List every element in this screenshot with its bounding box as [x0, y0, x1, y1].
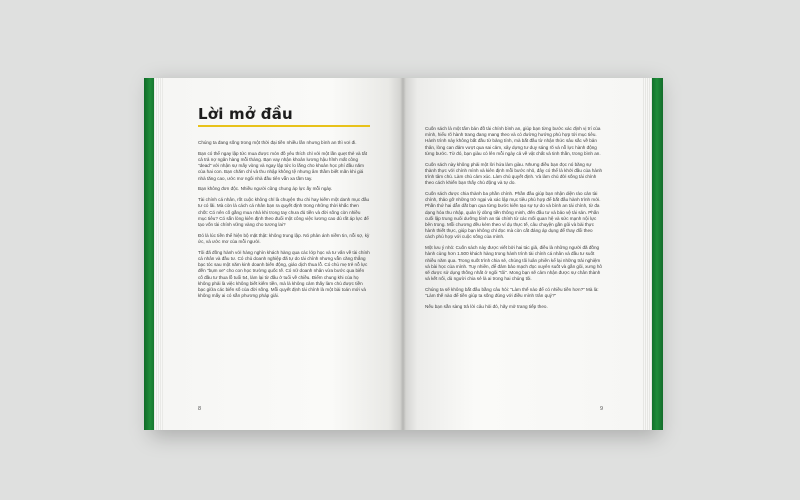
paragraph: Đó là lúc tiền thể hiện bộ mặt thật: không trung lập. Nó phản ánh niềm tin, nỗi sợ, kỳ ức, và ước mơ của mỗi người.	[198, 232, 370, 245]
paragraph: Tôi đã đồng hành với hàng nghìn khách hàng qua các lớp học và tư vấn về tài chính cá nhân và đầu tư. Có chủ doanh nghiệp đã tự do tài chính nhưng vẫn căng thẳng bạc tóc sau một năm kinh doanh biến động, giáo dịch thua lỗ. Có chú mẹ trẻ nỗ lực đến "bụm xe" cho con học trường quốc tế. Có nữ doanh nhân vừa bước qua biến cố đầu tư thua lỗ tuổi 54, làm lại từ đầu ở tuổi về chiều. Điểm chung khi của họ không phải là việc không biết kiếm tiền, mà là không cảm thấy làm chủ được tiền bạc giữa các biến số của đời sống. Mỗi quyết định tài chính là một bài toán mới và không mấy ai có sẵn phương pháp giải.	[198, 249, 370, 299]
paragraph: Bạn không đơn độc. Nhiều người cũng chung áp lực ấy mỗi ngày.	[198, 186, 333, 192]
right-page	[403, 78, 643, 430]
chapter-title: Lời mở đầu	[198, 105, 293, 123]
paragraph: Cuốn sách được chia thành ba phần chính. Phần đầu giúp bạn nhận diện rào cản tài chính, thảo gỡ những trở ngại và xác lập mục tiêu phù hợp để bắt đầu hành trình mới. Phần thứ hai dẫn dắt bạn qua từng bước kiến tạo sự tự do và bình an tài chính, từ đa dạng hóa thu nhập, quản lý dòng tiền thông minh, đến đầu tư và bảo vệ tài sản. Phần cuối lập trung nuôi dưỡng bình an tài chính từ các mối quan hệ và sức mạnh nội lực bên trong. Mỗi chương đều kèm theo ví dụ thực tế, câu chuyện gần gũi và bài thực hành thiết thực, giúp bạn không chỉ đọc mà còn cất đáng áp dụng để thay đổi theo cách phù hợp với cuộc sống của mình.	[425, 191, 601, 240]
paragraph: Chúng ta sẽ không bắt đầu bằng câu hỏi: "Làm thế nào để có nhiều tiền hơn?" Mà là: "Làm thế nào để tiền giúp ta sống đúng với điều mình trân quý?"	[425, 287, 599, 299]
paragraph: Cuốn sách là một tấm bản đồ tài chính bình an, giúp bạn từng bước xác định vị trí của mình, hiểu rõ hành trang đang mang theo và có đường hướng phù hợp tới mục tiêu. Hành trình này không bắt đầu từ bảng tính, mà bắt đầu từ nhận thức sâu sắc về bản thân, lòng can đảm vượt qua sai cảm, xây dựng tư duy sáng rõ và nỗ lực hành động từng bước. Từ đó, bạn giàu có lên mỗi ngày cả về vật chất và tinh thần, trong bình an.	[425, 126, 601, 156]
cover-edge-right	[651, 78, 663, 430]
page-stack-right	[642, 78, 652, 430]
page-number-right: 9	[599, 406, 603, 412]
paragraph: Nếu bạn sẵn sàng trả lời câu hỏi đó, hãy mở trang tiếp theo.	[425, 304, 548, 310]
paragraph: Bạn có thể ngay lập tức mua được món đồ yêu thích chỉ với một lần quẹt thẻ và tất cả trả nợ ngân hàng mỗi tháng. Bạn vay nhận khoản lương hậu hĩnh mất công "dead" với nhận sự mấy vòng và ngay lập tức lo lắng cho khoản học phí đầu năm của hai con. Bạn chăm chỉ và thu nhập không tệ nhưng âm thầm biết mãn khi giá nhà tăng cao, ước mơ ngôi nhà đầu tiên vẫn xa tầm tay.	[198, 150, 367, 181]
title-underline	[198, 125, 370, 127]
book-gutter	[400, 78, 406, 430]
paragraph: Tài chính cá nhân, rốt cuộc không chỉ là chuyện thu chi hay kiếm một danh mục đầu tư có lãi. Mà còn là cách cá nhân bạn ra quyết định trong những thời khắc then chốt: Có nên cố gắng mua nhà khi trong tay chưa đủ tiền và đời sống còn nhiều mục tiêu? Có sẵn lòng kiên định theo đuổi một công việc lương cao dù rất áp lực để tạo vốn tài chính vững vàng cho tương lai?	[198, 197, 370, 228]
paragraph: Một lưu ý nhỏ: Cuốn sách này được viết bởi hai tác giả, điều là những người đã đồng hành cùng hơn 1.500 khách hàng trong hành trình tài chính cá nhân và đầu tư suốt nhiều năm qua. Trong suốt trình chia sẻ, chúng tôi luân phiên kể lại những trải nghiệm và bài học của mình. Tuy nhiên, để đảm bảo mạch đọc xuyên suốt và gần gũi, xưng hô sẽ được sử dụng thống nhất ở ngôi "tôi". Mong bạn sẽ cảm nhận được sự chân thành và kết nối, dù người chia sẻ là ai trong hai chúng tôi.	[425, 245, 602, 282]
left-page-text	[198, 140, 370, 304]
page-number-left: 8	[198, 406, 202, 412]
left-page	[163, 78, 403, 430]
paragraph: Chúng ta đang sống trong một thời đại tiền nhiều lần nhưng bình an thì vơi đi.	[198, 140, 357, 145]
right-page-text	[425, 126, 603, 315]
paragraph: Cuốn sách này không phải một lời hứa làm giàu. Nhưng điều bạn đọc nó băng sự thành thực với chính mình và kiên định mỗi bước nhỏ, đây có thể là khởi đầu của hành trình tâm chủ. Làm chủ cảm xúc. Làm chủ quyết định. Và làm chủ đời sống tài chính theo cách khiến bạn thấy chủ động và tự do.	[425, 161, 603, 186]
